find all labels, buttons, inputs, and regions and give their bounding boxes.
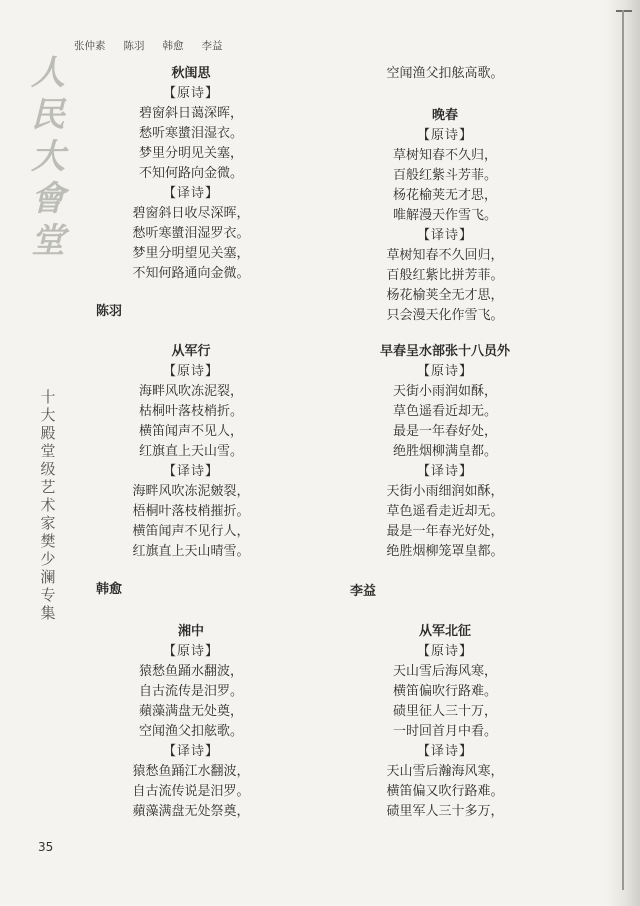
logo-char: 民 xyxy=(31,95,65,135)
verse-line: 天山雪后瀚海风寒， xyxy=(386,764,504,779)
title-char: 艺 xyxy=(40,478,56,496)
verse-line: 百般红紫比拼芳菲。 xyxy=(386,268,504,283)
poet-name: 李益 xyxy=(350,584,377,599)
verse-line: 蘋藻满盘无处奠， xyxy=(138,704,243,719)
verse-line: 最是一年春光好处， xyxy=(386,524,504,539)
translation-label: 【译诗】 xyxy=(162,186,219,201)
page-binding xyxy=(606,0,640,906)
verse-line: 碛里征人三十万， xyxy=(392,704,497,719)
verse-line: 横笛闻声不见行人， xyxy=(132,524,250,539)
title-char: 澜 xyxy=(40,568,56,586)
title-char: 殿 xyxy=(40,424,56,442)
verse-line: 愁听寒螿泪湿罗衣。 xyxy=(132,226,250,241)
title-char: 级 xyxy=(40,460,56,478)
verse-line: 一时回首月中看。 xyxy=(392,724,497,739)
logo-char: 大 xyxy=(31,137,65,177)
title-char: 术 xyxy=(40,496,56,514)
title-char: 专 xyxy=(40,586,56,604)
verse-line: 碧窗斜日收尽深晖， xyxy=(132,206,250,221)
poem-qiuguisi xyxy=(76,64,306,284)
title-char: 少 xyxy=(40,550,56,568)
verse-line: 海畔风吹冻泥裂， xyxy=(138,384,243,399)
logo-char: 堂 xyxy=(31,221,65,261)
poem-title: 晚春 xyxy=(431,108,458,123)
original-label: 【原诗】 xyxy=(162,644,219,659)
verse-line: 最是一年春好处， xyxy=(392,424,497,439)
original-label: 【原诗】 xyxy=(162,364,219,379)
page-number: 35 xyxy=(38,840,54,854)
header-name: 韩愈 xyxy=(162,40,184,52)
title-char: 樊 xyxy=(40,532,56,550)
verse-line: 草色遥看近却无。 xyxy=(392,404,497,419)
verse-line: 草树知春不久归， xyxy=(392,148,497,163)
verse-line: 天街小雨润如酥， xyxy=(392,384,497,399)
verse-line: 海畔风吹冻泥皴裂， xyxy=(132,484,250,499)
original-label: 【原诗】 xyxy=(416,644,473,659)
poem-xiangzhong xyxy=(76,622,306,822)
verse-line: 猿愁鱼踊江水翻波， xyxy=(132,764,250,779)
verse-line: 梧桐叶落枝梢摧折。 xyxy=(132,504,250,519)
translation-label: 【译诗】 xyxy=(416,744,473,759)
translation-label: 【译诗】 xyxy=(162,464,219,479)
title-char: 家 xyxy=(40,514,56,532)
verse-line: 红旗直上天山晴雪。 xyxy=(132,544,250,559)
vertical-collection-title xyxy=(36,388,60,622)
verse-line: 碧窗斜日蔼深晖， xyxy=(138,106,243,121)
poem-title: 早春呈水部张十八员外 xyxy=(379,344,510,359)
verse-line: 杨花榆荚全无才思， xyxy=(386,288,504,303)
verse-line: 横笛偏吹行路难。 xyxy=(392,684,497,699)
translation-label: 【译诗】 xyxy=(416,464,473,479)
original-label: 【原诗】 xyxy=(162,86,219,101)
verse-line: 愁听寒螿泪湿衣。 xyxy=(138,126,243,141)
poet-name: 韩愈 xyxy=(96,582,123,597)
header-name: 张仲素 xyxy=(74,40,106,52)
poem-wanchun xyxy=(330,106,560,326)
poem-title: 从军行 xyxy=(171,344,211,359)
verse-line: 天街小雨细润如酥， xyxy=(386,484,504,499)
binding-cap xyxy=(616,10,632,24)
verse-line: 草树知春不久回归， xyxy=(386,248,504,263)
translation-label: 【译诗】 xyxy=(416,228,473,243)
verse-line: 碛里军人三十多万， xyxy=(386,804,504,819)
translation-label: 【译诗】 xyxy=(162,744,219,759)
verse-line: 空闻渔父扣舷高歌。 xyxy=(386,66,504,81)
header-name: 李益 xyxy=(201,40,223,52)
title-char: 十 xyxy=(40,388,56,406)
verse-line: 绝胜烟柳满皇都。 xyxy=(392,444,497,459)
verse-line: 梦里分明望见关塞， xyxy=(132,246,250,261)
verse-line: 横笛偏又吹行路难。 xyxy=(386,784,504,799)
poem-congjunbeizheng xyxy=(330,622,560,822)
verse-line: 百般红紫斗芳菲。 xyxy=(392,168,497,183)
poem-title: 从军北征 xyxy=(418,624,471,639)
verse-line: 空闻渔父扣舷歌。 xyxy=(138,724,243,739)
verse-line: 唯解漫天作雪飞。 xyxy=(392,208,497,223)
verse-line: 自古流传是汨罗。 xyxy=(138,684,243,699)
poem-zaochun xyxy=(330,342,560,562)
poem-title: 秋闺思 xyxy=(171,66,211,81)
verse-line: 草色遥看走近却无。 xyxy=(386,504,504,519)
poem-continuation xyxy=(330,64,560,84)
title-char: 集 xyxy=(40,604,56,622)
verse-line: 杨花榆荚无才思， xyxy=(392,188,497,203)
verse-line: 绝胜烟柳笼罩皇都。 xyxy=(386,544,504,559)
original-label: 【原诗】 xyxy=(416,128,473,143)
verse-line: 猿愁鱼踊水翻波， xyxy=(138,664,243,679)
verse-line: 横笛闻声不见人， xyxy=(138,424,243,439)
logo-char: 人 xyxy=(31,53,65,93)
verse-line: 红旗直上天山雪。 xyxy=(138,444,243,459)
verse-line: 只会漫天化作雪飞。 xyxy=(386,308,504,323)
verse-line: 不知何路通向金微。 xyxy=(132,266,250,281)
header-names xyxy=(74,38,223,53)
header-name: 陈羽 xyxy=(123,40,145,52)
verse-line: 自古流传说是汨罗。 xyxy=(132,784,250,799)
verse-line: 天山雪后海风寒， xyxy=(392,664,497,679)
poet-name: 陈羽 xyxy=(96,304,123,319)
title-char: 堂 xyxy=(40,442,56,460)
verse-line: 枯桐叶落枝梢折。 xyxy=(138,404,243,419)
logo-calligraphy xyxy=(24,52,72,262)
poem-title: 湘中 xyxy=(177,624,204,639)
original-label: 【原诗】 xyxy=(416,364,473,379)
verse-line: 不知何路向金微。 xyxy=(138,166,243,181)
binding-line xyxy=(622,10,624,890)
logo-char: 會 xyxy=(31,179,65,219)
title-char: 大 xyxy=(40,406,56,424)
verse-line: 梦里分明见关塞， xyxy=(138,146,243,161)
verse-line: 蘋藻满盘无处祭奠， xyxy=(132,804,250,819)
poem-congjunxing xyxy=(76,342,306,562)
